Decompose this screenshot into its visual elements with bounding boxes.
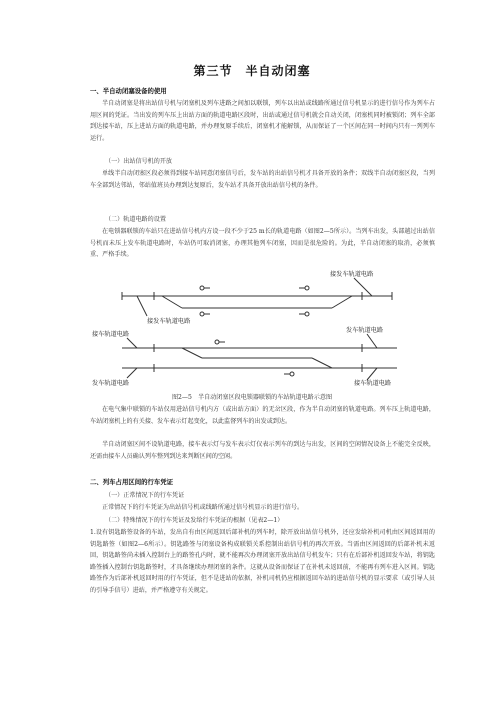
label-bottom-right: 接车轨道电路	[354, 380, 392, 386]
page-title: 第三节 半自动闭塞	[193, 64, 311, 78]
section-heading-2: 二、列车占用区间的行车凭证	[90, 478, 174, 486]
label-bottom-left: 发车轨道电路	[92, 380, 130, 386]
label-top-left: 接发车轨道电路	[147, 318, 191, 325]
paragraph-4: 在电气集中联锁的车站仅用进站信号机内方（或出站方面）的无岔区段，作为半自动闭塞的轨道电路。列车压上轨道电路，车站闭塞机上的有关接、发车表示灯起变化，以此监督列车的出发或到达。	[90, 406, 435, 425]
subheading-2-1: （一）正常情况下的行车凭证	[105, 492, 185, 499]
subheading-1-1: （一）出站信号机的开放	[105, 158, 173, 165]
paragraph-1: 半自动闭塞是将出站信号机与闭塞机及列车进路之间加以联锁，列车以出站或线路所通过信号机显示的进行信号作为列车占用区间的凭证。当出发的列车压上出站方面的轨道电路区段时，出站或通过信号机就会自动关闭，闭塞机同时被锁闭；列车全部到达接车站，压上进站方面的轨道电路，并办理复原手续后，闭塞机才能解锁，从而保证了一个区间在同一时间内只有一列列车运行。	[90, 100, 435, 142]
label-top-right: 接发车轨道电路	[330, 271, 374, 278]
paragraph-6: 正常情况下的行车凭证为出站信号机或线路所通过信号机显示的进行信号。	[102, 504, 304, 511]
subheading-2-2: （二）特殊情况下的行车凭证及发给行车凭证的根据（见表2—1）	[105, 517, 284, 524]
track-circuit-diagram	[92, 268, 422, 386]
paragraph-5: 半自动闭塞区间不设轨道电路，接车表示灯与发车表示灯仅表示列车的到达与出发，区间的空闲情况设备上不能完全反映，还需由接车人员确认列车整列到达来判断区间的空闲。	[90, 441, 435, 460]
section-heading-1: 一、半自动闭塞设备的使用	[90, 87, 167, 95]
label-mid-right: 发车轨道电路	[346, 327, 384, 334]
label-mid-left: 接车轨道电路	[92, 331, 130, 338]
paragraph-2: 单线半自动闭塞区段必须得到接车站同意闭塞信号后，发车站的出站信号机才具备开放的条件；双线半自动闭塞区段，当列车全部到达邻站，邻站值班员办理到达复原后，发车站才具备开放出站信号机的条件。	[90, 170, 435, 189]
paragraph-3: 在电锁器联锁的车站只在进站信号机内方设一段不少于25 m长的轨道电路（如图2—5所示）。当列车出发，头部越过出站信号机而未压上发车轨道电路时，车站仍可取消闭塞，办理其他列车闭塞，因而是很危险的。为此，半自动闭塞的取消，必须慎重、严格手续。	[90, 228, 435, 259]
paragraph-7: 1.设有钥匙路签设备的车站，发出自有由区间返回后部补机的列车时，除开放出站信号机外，还应发给补机司机由区间返回用的钥匙路签（如图2—6所示）。钥匙路签与闭塞设备构成联锁关系控制出站信号机的再次开放。当需由区间返回的后部补机未返回，钥匙路签尚未插入控制台上的路签孔内时，就不能再次办理闭塞开放出站信号机发车；只有在后部补机返回发车站，将钥匙路签插入控制台钥匙路签时，才具备继续办理闭塞的条件。这就从设备而保证了在补机未返回前，不能再有列车进入区间。钥匙路签作为后部补机返回时用的行车凭证，但不是进站的依据，补机司机仍应根据返回车站的进站信号机的显示要求（或引导人员的引导手信号）进站，并严格遵守有关规定。	[90, 529, 435, 594]
figure-caption: 图2—5 半自动闭塞区段电锁器联锁的车站轨道电路示意图	[171, 394, 333, 401]
subheading-1-2: （二）轨道电路的设置	[105, 216, 166, 223]
